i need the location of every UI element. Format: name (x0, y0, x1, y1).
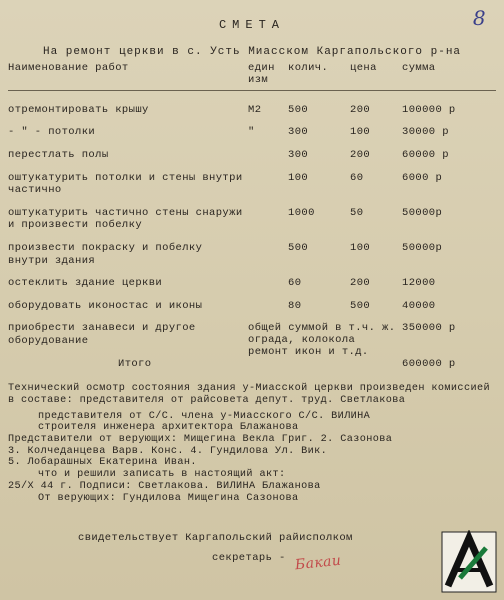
row-name: перестлать полы (8, 148, 109, 161)
estimate-row (8, 290, 496, 313)
row-sum: 6000 р (402, 171, 443, 184)
row-unit (248, 197, 288, 232)
total-row (8, 358, 496, 371)
body-line: 25/Х 44 г. Подписи: Светлакова. ВИЛИНА Блажанова (8, 480, 321, 492)
estimate-row (8, 116, 496, 139)
row-sum: 30000 р (402, 126, 449, 139)
body-line: Технический осмотр состояния здания у-Миасской церкви произведен комиссией в составе: представителя от райсовета депут. труд. Светлакова (8, 383, 490, 406)
header-unit: един изм (248, 61, 275, 87)
row-unit: " (248, 126, 255, 139)
row-sum: 50000р (402, 206, 443, 219)
secretary-label: секретарь - (212, 552, 286, 564)
body-line: представителя от С/С. члена у-Миасского С/С. ВИЛИНА (38, 410, 371, 422)
witness-line: свидетельствует Каргапольский райисполком (78, 532, 353, 544)
row-qty: 500 (288, 241, 309, 254)
estimate-row (8, 162, 496, 197)
document-title: СМЕТА (218, 18, 285, 32)
row-name: - " - потолки (8, 126, 96, 139)
body-line: что и решили записать в настоящий акт: (38, 469, 286, 481)
row-sum: 40000 (402, 299, 436, 312)
row-unit (248, 139, 288, 162)
signature: Бакаи (294, 552, 343, 574)
estimate-row (8, 94, 496, 117)
estimate-row-equipment (8, 312, 496, 358)
row-price: 200 (350, 148, 371, 161)
estimate-header-row (8, 62, 496, 87)
estimate-row (8, 232, 496, 267)
row-name: приобрести занавеси и другое оборудование (8, 322, 196, 347)
row-sum: 12000 (402, 277, 436, 290)
estimate-table (8, 62, 496, 372)
row-unit (248, 267, 288, 290)
row-qty: 60 (288, 277, 302, 290)
row-sum: 60000 р (402, 148, 449, 161)
row-qty: 1000 (288, 206, 315, 219)
row-name: произвести покраску и побелку внутри здания (8, 241, 203, 267)
row-unit (248, 290, 288, 313)
row-unit: М2 (248, 103, 262, 116)
row-sum: 100000 р (402, 103, 456, 116)
header-qty: колич. (288, 61, 329, 74)
page-number: 8 (472, 6, 486, 30)
body-line: Представители от верующих: Мищегина Векла Григ. 2. Сазонова (8, 433, 393, 445)
estimate-row (8, 267, 496, 290)
row-qty: 100 (288, 171, 309, 184)
body-line: строителя инженера архитектора Блажанова (38, 422, 299, 434)
row-price: 500 (350, 299, 371, 312)
row-price: 100 (350, 241, 371, 254)
row-unit (248, 162, 288, 197)
row-qty: 300 (288, 148, 309, 161)
row-name: оштукатурить потолки и стены внутри частично (8, 171, 243, 197)
body-line: От верующих: Гундилова Мищегина Сазонова (38, 492, 299, 504)
estimate-row (8, 139, 496, 162)
body-line: 5. Лобарашных Екатерина Иван. (8, 457, 197, 469)
row-name: оштукатурить частично стены снаружи и произвести побелку (8, 206, 243, 232)
row-sum: 350000 р (402, 322, 456, 335)
row-qty: 300 (288, 126, 309, 139)
row-note: общей суммой в т.ч. ж. ограда, колокола ремонт икон и т.д. (248, 322, 396, 359)
row-price: 60 (350, 171, 364, 184)
row-price: 200 (350, 277, 371, 290)
row-name: отремонтировать крышу (8, 103, 149, 116)
header-sum: сумма (402, 61, 436, 74)
row-qty: 500 (288, 103, 309, 116)
row-qty: 80 (288, 299, 302, 312)
estimate-row (8, 197, 496, 232)
inspection-text (8, 383, 496, 504)
row-price: 100 (350, 126, 371, 139)
row-price: 50 (350, 206, 364, 219)
total-sum: 600000 р (402, 358, 456, 371)
row-name: остеклить здание церкви (8, 277, 163, 290)
document-subtitle: На ремонт церкви в с. Усть Миасском Каргапольского р-на (42, 46, 462, 59)
archive-logo-icon (440, 530, 498, 594)
header-name: Наименование работ (8, 61, 129, 74)
header-divider (8, 90, 496, 91)
row-sum: 50000р (402, 241, 443, 254)
body-line: 3. Колчеданцева Варв. Конс. 4. Гундилова Ул. Вик. (8, 445, 328, 457)
row-unit (248, 232, 288, 267)
row-price: 200 (350, 103, 371, 116)
total-label: Итого (118, 358, 152, 371)
row-name: оборудовать иконостас и иконы (8, 299, 203, 312)
header-price: цена (350, 61, 377, 74)
